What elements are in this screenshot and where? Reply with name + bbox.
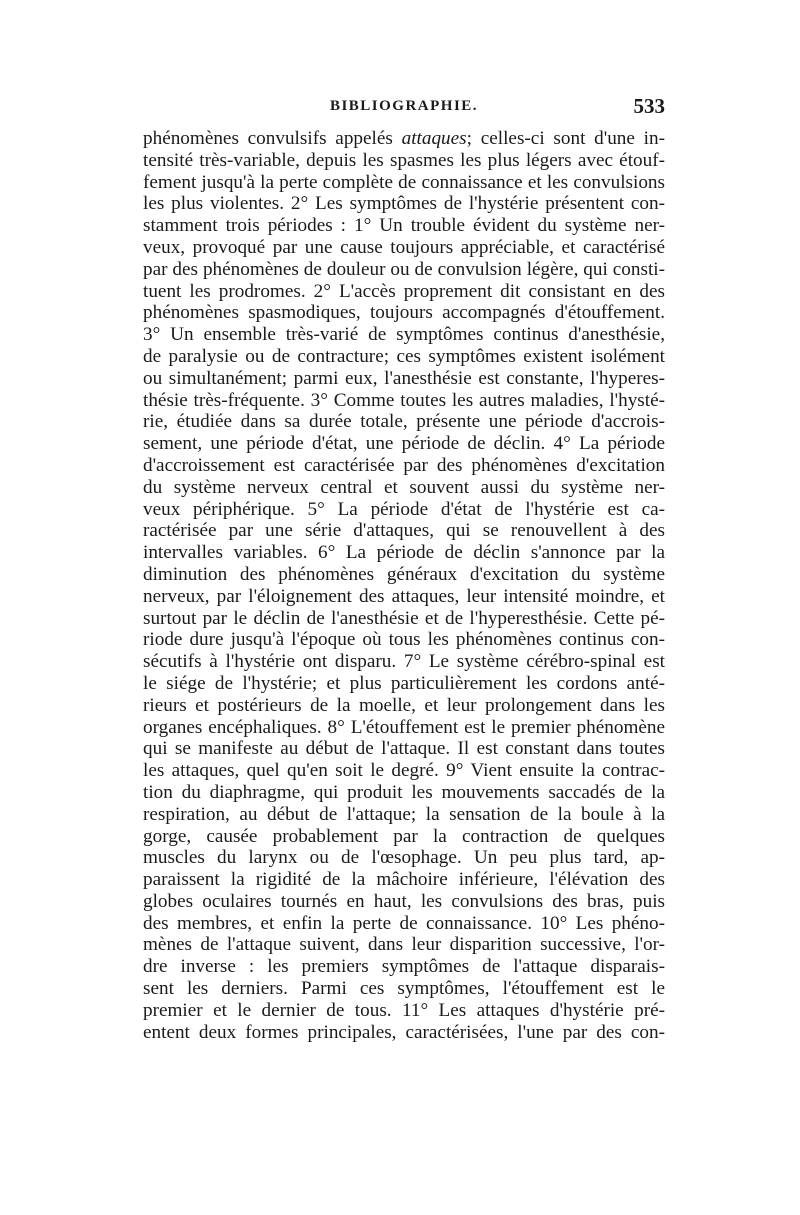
- text-line: gorge, causée probablement par la contraction de quelques: [143, 825, 665, 847]
- page-header: [143, 94, 665, 126]
- text-line: stamment trois périodes : 1° Un trouble évident du système ner-: [143, 215, 665, 237]
- page-number: 533: [633, 94, 665, 118]
- text-line: de paralysie ou de contracture; ces symptômes existent isolément: [143, 345, 665, 367]
- running-title: BIBLIOGRAPHIE.: [329, 98, 479, 114]
- body-text: [143, 128, 665, 1043]
- text-line: veux, provoqué par une cause toujours appréciable, et caractérisé: [143, 236, 665, 258]
- text-line: surtout par le déclin de l'anesthésie et de l'hyperesthésie. Cette pé-: [143, 607, 665, 629]
- text-line: rie, étudiée dans sa durée totale, présente une période d'accrois-: [143, 411, 665, 433]
- text-line: muscles du larynx ou de l'œsophage. Un peu plus tard, ap-: [143, 847, 665, 869]
- text-line: du système nerveux central et souvent aussi du système ner-: [143, 476, 665, 498]
- text-line: qui se manifeste au début de l'attaque. Il est constant dans toutes: [143, 738, 665, 760]
- text-line: fement jusqu'à la perte complète de connaissance et les convulsions: [143, 171, 665, 193]
- text-line: organes encéphaliques. 8° L'étouffement est le premier phénomène: [143, 716, 665, 738]
- text-line: par des phénomènes de douleur ou de convulsion légère, qui consti-: [143, 258, 665, 280]
- text-line: rieurs et postérieurs de la moelle, et leur prolongement dans les: [143, 694, 665, 716]
- text-line: mènes de l'attaque suivent, dans leur disparition successive, l'or-: [143, 934, 665, 956]
- text-line: sement, une période d'état, une période de déclin. 4° La période: [143, 433, 665, 455]
- text-line: tuent les prodromes. 2° L'accès proprement dit consistant en des: [143, 280, 665, 302]
- text-line: les plus violentes. 2° Les symptômes de l'hystérie présentent con-: [143, 193, 665, 215]
- text-line: d'accroissement est caractérisée par des phénomènes d'excitation: [143, 454, 665, 476]
- text-line: riode dure jusqu'à l'époque où tous les phénomènes continus con-: [143, 629, 665, 651]
- emphasis: attaques: [401, 128, 467, 149]
- text-line: ou simultanément; parmi eux, l'anesthésie est constante, l'hyperes-: [143, 367, 665, 389]
- text-line: premier et le dernier de tous. 11° Les attaques d'hystérie pré-: [143, 999, 665, 1021]
- text-line: ractérisée par une série d'attaques, qui se renouvellent à des: [143, 520, 665, 542]
- text-line: tensité très-variable, depuis les spasmes les plus légers avec étouf-: [143, 149, 665, 171]
- text-line: les attaques, quel qu'en soit le degré. 9° Vient ensuite la contrac-: [143, 760, 665, 782]
- text-line: sent les derniers. Parmi ces symptômes, l'étouffement est le: [143, 978, 665, 1000]
- text-line: sécutifs à l'hystérie ont disparu. 7° Le système cérébro-spinal est: [143, 651, 665, 673]
- text-line: le siége de l'hystérie; et plus particulièrement les cordons anté-: [143, 672, 665, 694]
- text-line: phénomènes convulsifs appelés attaques; celles-ci sont d'une in-: [143, 128, 665, 149]
- text-line: diminution des phénomènes généraux d'excitation du système: [143, 563, 665, 585]
- text-line: tion du diaphragme, qui produit les mouvements saccadés de la: [143, 781, 665, 803]
- text-line: des membres, et enfin la perte de connaissance. 10° Les phéno-: [143, 912, 665, 934]
- text-line: globes oculaires tournés en haut, les convulsions des bras, puis: [143, 890, 665, 912]
- text-line: respiration, au début de l'attaque; la sensation de la boule à la: [143, 803, 665, 825]
- text-line: intervalles variables. 6° La période de déclin s'annonce par la: [143, 542, 665, 564]
- text-line: entent deux formes principales, caractérisées, l'une par des con-: [143, 1021, 665, 1043]
- text-line: veux périphérique. 5° La période d'état de l'hystérie est ca-: [143, 498, 665, 520]
- text-line: paraissent la rigidité de la mâchoire inférieure, l'élévation des: [143, 869, 665, 891]
- text-line: thésie très-fréquente. 3° Comme toutes les autres maladies, l'hysté-: [143, 389, 665, 411]
- text-line: 3° Un ensemble très-varié de symptômes continus d'anesthésie,: [143, 324, 665, 346]
- text-line: phénomènes spasmodiques, toujours accompagnés d'étouffement.: [143, 302, 665, 324]
- text-line: dre inverse : les premiers symptômes de l'attaque disparais-: [143, 956, 665, 978]
- text-line: nerveux, par l'éloignement des attaques, leur intensité moindre, et: [143, 585, 665, 607]
